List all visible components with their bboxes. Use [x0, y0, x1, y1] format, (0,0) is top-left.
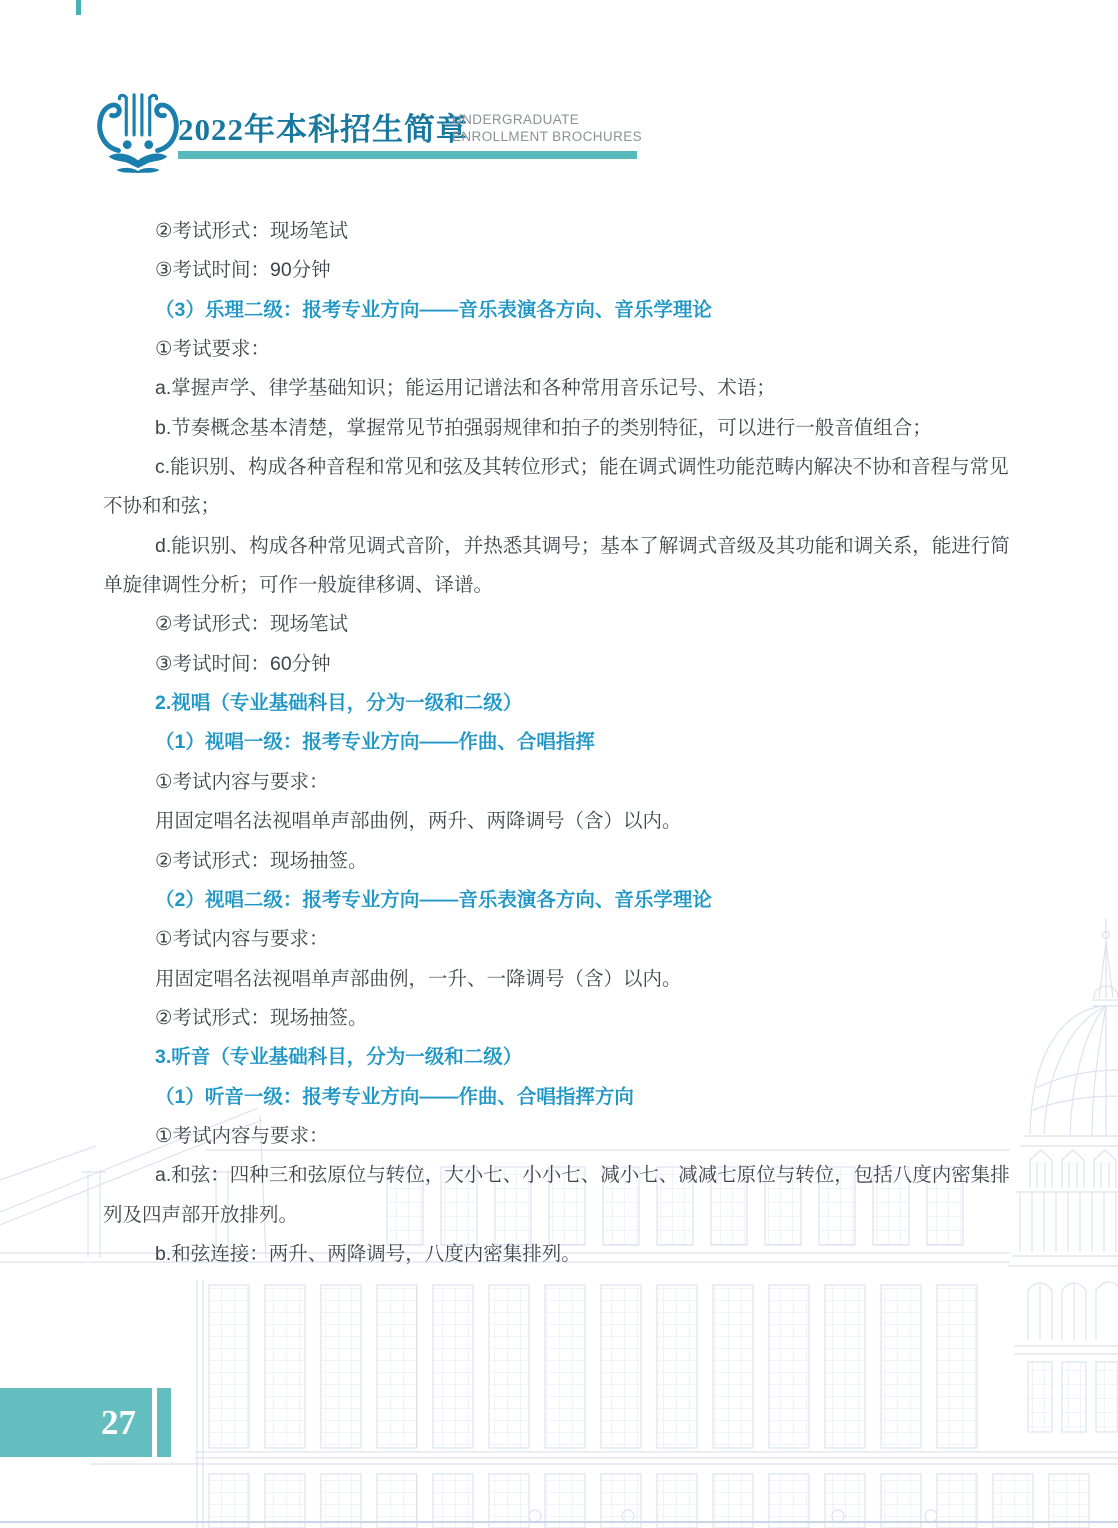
paragraph-line: 用固定唱名法视唱单声部曲例，两升、两降调号（含）以内。 — [155, 810, 682, 833]
paragraph-line: b.节奏概念基本清楚，掌握常见节拍强弱规律和拍子的类别特征，可以进行一般音值组合； — [155, 416, 932, 439]
paragraph-line: ①考试内容与要求： — [155, 928, 329, 951]
header-underline-bar — [178, 151, 637, 159]
section-heading: 3.听音（专业基础科目，分为一级和二级） — [155, 1046, 523, 1069]
paragraph-line: ②考试形式：现场抽签。 — [155, 849, 368, 872]
paragraph-line: 不协和和弦； — [103, 495, 221, 518]
paragraph-line: d.能识别、构成各种常见调式音阶，并热悉其调号；基本了解调式音级及其功能和调关系，能进行简 — [155, 534, 1010, 557]
section-heading: （1）视唱一级：报考专业方向——作曲、合唱指挥 — [155, 731, 595, 754]
section-heading: （2）视唱二级：报考专业方向——音乐表演各方向、音乐学理论 — [155, 888, 712, 911]
paragraph-line: ①考试要求： — [155, 338, 270, 361]
paragraph-line: ②考试形式：现场笔试 — [155, 613, 348, 636]
page-number: 27 — [101, 1403, 136, 1442]
paragraph-line: ②考试形式：现场抽签。 — [155, 1006, 368, 1029]
paragraph-line: ①考试内容与要求： — [155, 1124, 329, 1147]
page-subtitle — [452, 111, 642, 145]
body-text — [103, 212, 1018, 1274]
paragraph-line: 列及四声部开放排列。 — [103, 1203, 299, 1226]
paragraph-line: c.能识别、构成各种音程和常见和弦及其转位形式；能在调式调性功能范畴内解决不协和音程与常见 — [155, 456, 1009, 479]
section-heading: 2.视唱（专业基础科目，分为一级和二级） — [155, 692, 523, 715]
paragraph-line: ③考试时间：60分钟 — [155, 652, 331, 675]
paragraph-line: ①考试内容与要求： — [155, 770, 329, 793]
paragraph-line: b.和弦连接：两升、两降调号，八度内密集排列。 — [155, 1242, 581, 1265]
page-number-stripe — [157, 1388, 171, 1457]
top-left-accent-mark — [76, 0, 81, 15]
paragraph-line: a.和弦：四种三和弦原位与转位，大小七、小小七、减小七、减减七原位与转位，包括八度内密集排 — [155, 1164, 1010, 1187]
paragraph-line: ②考试形式：现场笔试 — [155, 220, 348, 242]
lyre-logo-icon — [88, 88, 188, 174]
paragraph-line: a.掌握声学、律学基础知识；能运用记谱法和各种常用音乐记号、术语； — [155, 377, 776, 400]
paragraph-line: ③考试时间：90分钟 — [155, 259, 331, 282]
paragraph-line: 单旋律调性分析；可作一般旋律移调、译谱。 — [103, 574, 494, 597]
page-title: 2022年本科招生简章 — [178, 112, 468, 147]
subtitle-line-1: UNDERGRADUATE — [452, 112, 580, 127]
section-heading: （1）听音一级：报考专业方向——作曲、合唱指挥方向 — [155, 1085, 634, 1108]
section-heading: （3）乐理二级：报考专业方向——音乐表演各方向、音乐学理论 — [155, 298, 712, 321]
paragraph-line: 用固定唱名法视唱单声部曲例，一升、一降调号（含）以内。 — [155, 967, 682, 990]
subtitle-line-2: ENROLLMENT BROCHURES — [452, 129, 643, 144]
